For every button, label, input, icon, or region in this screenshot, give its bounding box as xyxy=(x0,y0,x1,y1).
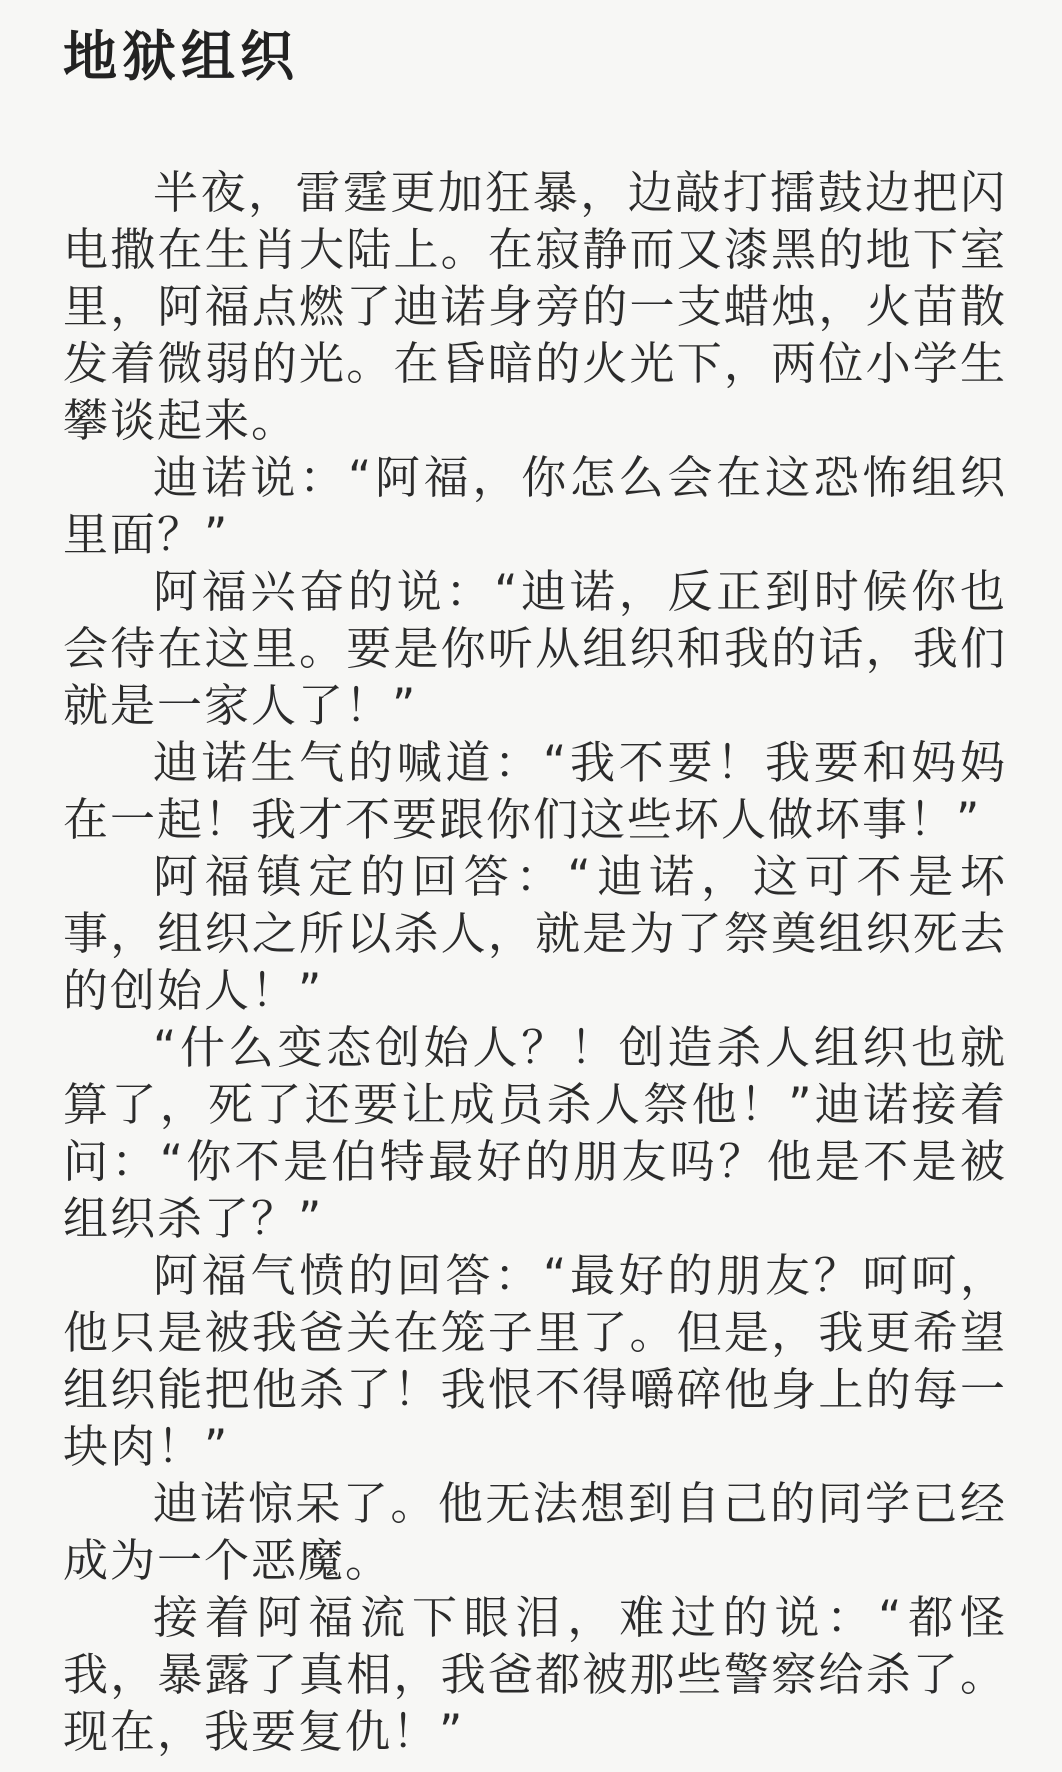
document-title: 地狱组织 xyxy=(63,25,299,88)
story-paragraph: 接着阿福流下眼泪，难过的说：“都怪我，暴露了真相，我爸都被那些警察给杀了。现在，我要复仇！” xyxy=(63,1591,1007,1758)
story-paragraph: “什么变态创始人？！创造杀人组织也就算了，死了还要让成员杀人祭他！”迪诺接着问：“你不是伯特最好的朋友吗？他是不是被组织杀了？” xyxy=(63,1021,1007,1245)
story-paragraph: 迪诺惊呆了。他无法想到自己的同学已经成为一个恶魔。 xyxy=(63,1477,1007,1587)
story-paragraph: 迪诺说：“阿福，你怎么会在这恐怖组织里面？” xyxy=(63,451,1007,561)
story-paragraph: 迪诺生气的喊道：“我不要！我要和妈妈在一起！我才不要跟你们这些坏人做坏事！” xyxy=(63,736,1007,846)
story-paragraph: 阿福气愤的回答：“最好的朋友？呵呵，他只是被我爸关在笼子里了。但是，我更希望组织能把他杀了！我恨不得嚼碎他身上的每一块肉！” xyxy=(63,1249,1007,1473)
story-paragraph: 阿福镇定的回答：“迪诺，这可不是坏事，组织之所以杀人，就是为了祭奠组织死去的创始人！” xyxy=(63,850,1007,1017)
story-paragraph: 半夜，雷霆更加狂暴，边敲打擂鼓边把闪电撒在生肖大陆上。在寂静而又漆黑的地下室里，阿福点燃了迪诺身旁的一支蜡烛，火苗散发着微弱的光。在昏暗的火光下，两位小学生攀谈起来。 xyxy=(63,166,1007,447)
story-paragraph: 阿福兴奋的说：“迪诺，反正到时候你也会待在这里。要是你听从组织和我的话，我们就是一家人了！” xyxy=(63,565,1007,732)
story-content xyxy=(63,164,1007,1760)
